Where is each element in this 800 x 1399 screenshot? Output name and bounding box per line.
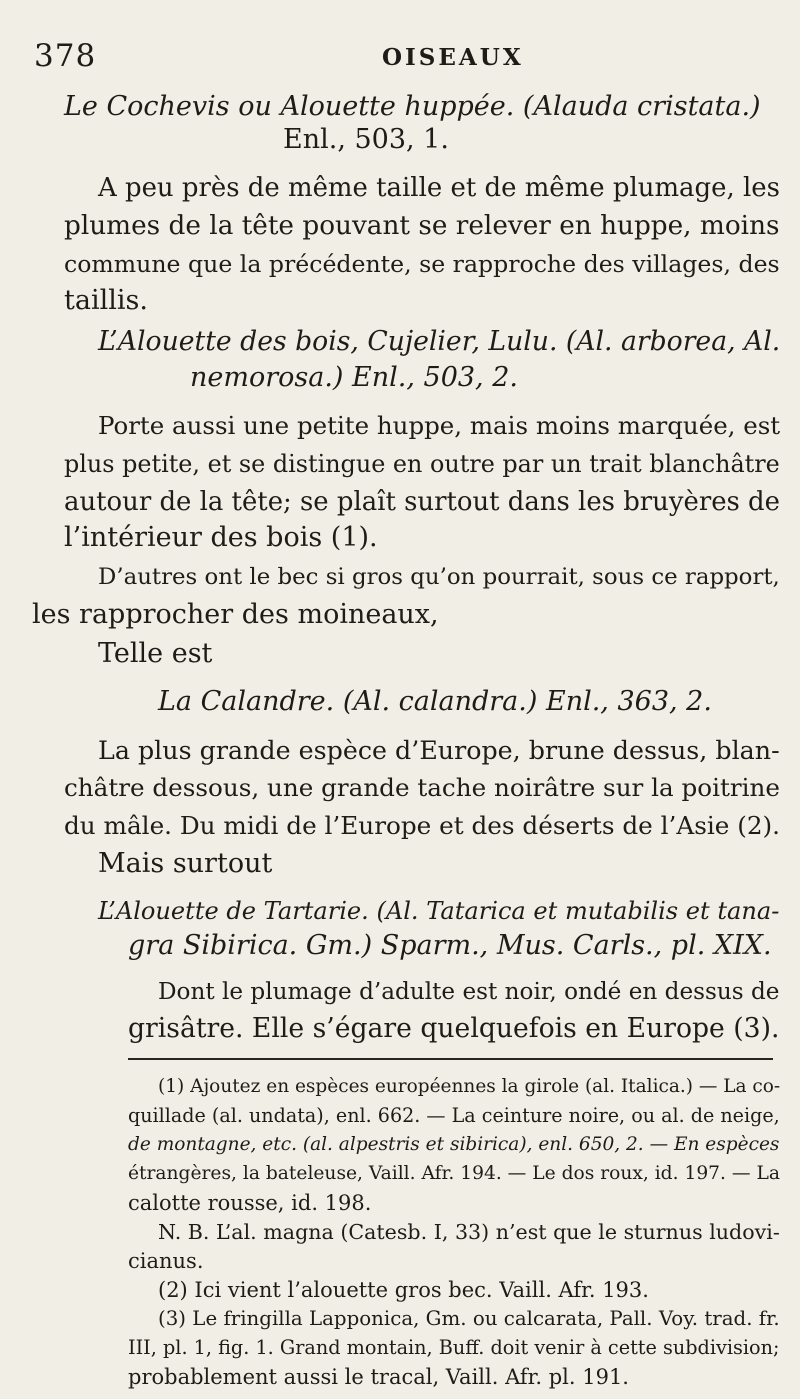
plate-reference: Enl., 503, 1. bbox=[283, 124, 449, 155]
footnote-line: (3) Le fringilla Lapponica, Gm. ou calcarata, Pall. Voy. trad. fr. bbox=[158, 1307, 780, 1330]
footnote-line: cianus. bbox=[128, 1249, 204, 1273]
footnote-line: calotte rousse, id. 198. bbox=[128, 1191, 372, 1215]
text-line: A peu près de même taille et de même plumage, les bbox=[98, 173, 780, 203]
text-line: taillis. bbox=[64, 285, 148, 316]
footnote-line: III, pl. 1, fig. 1. Grand montain, Buff. doit venir à cette subdivision; bbox=[128, 1336, 780, 1359]
text-line: D’autres ont le bec si gros qu’on pourrait, sous ce rapport, bbox=[98, 564, 780, 590]
text-line: châtre dessous, une grande tache noirâtre sur la poitrine bbox=[64, 773, 780, 802]
text-line: du mâle. Du midi de l’Europe et des déserts de l’Asie (2). bbox=[64, 811, 781, 840]
footnote-line: probablement aussi le tracal, Vaill. Afr. pl. 191. bbox=[128, 1365, 629, 1389]
footnote-line: de montagne, etc. (al. alpestris et sibirica), enl. 650, 2. — En espèces bbox=[128, 1134, 780, 1155]
entry-heading: gra Sibirica. Gm.) Sparm., Mus. Carls., pl. XIX. bbox=[128, 930, 772, 961]
entry-heading: Le Cochevis ou Alouette huppée. (Alauda cristata.) bbox=[64, 91, 761, 122]
footnote-line: (2) Ici vient l’alouette gros bec. Vaill. Afr. 193. bbox=[158, 1278, 649, 1302]
text-line: l’intérieur des bois (1). bbox=[64, 522, 378, 553]
footnote-line: (1) Ajoutez en espèces européennes la girole (al. Italica.) — La co- bbox=[158, 1076, 781, 1097]
text-line: grisâtre. Elle s’égare quelquefois en Europe (3). bbox=[128, 1013, 780, 1044]
text-line: Telle est bbox=[98, 638, 213, 669]
text-line: plumes de la tête pouvant se relever en huppe, moins bbox=[64, 211, 780, 241]
page-number: 378 bbox=[34, 38, 97, 74]
entry-heading: L’Alouette de Tartarie. (Al. Tatarica et mutabilis et tana- bbox=[98, 897, 780, 925]
text-line: commune que la précédente, se rapproche des villages, des bbox=[64, 250, 780, 278]
footnote-line: N. B. L’al. magna (Catesb. I, 33) n’est que le sturnus ludovi- bbox=[158, 1220, 780, 1244]
footnote-rule bbox=[128, 1058, 773, 1060]
footnote-line: étrangères, la bateleuse, Vaill. Afr. 194. — Le dos roux, id. 197. — La bbox=[128, 1163, 780, 1184]
text-line: La plus grande espèce d’Europe, brune dessus, blan- bbox=[98, 735, 780, 765]
entry-heading: L’Alouette des bois, Cujelier, Lulu. (Al. arborea, Al. bbox=[98, 326, 781, 357]
entry-heading: nemorosa.) Enl., 503, 2. bbox=[190, 362, 518, 393]
running-title: OISEAUX bbox=[382, 44, 524, 71]
text-line: autour de la tête; se plaît surtout dans les bruyères de bbox=[64, 487, 780, 517]
text-line: plus petite, et se distingue en outre par un trait blanchâtre bbox=[64, 450, 780, 478]
footnote-line: quillade (al. undata), enl. 662. — La ceinture noire, ou al. de neige, bbox=[128, 1104, 780, 1127]
text-line: les rapprocher des moineaux, bbox=[32, 599, 439, 630]
entry-heading: La Calandre. (Al. calandra.) Enl., 363, 2. bbox=[158, 686, 712, 717]
page-header bbox=[34, 38, 766, 78]
text-line: Mais surtout bbox=[98, 848, 273, 879]
text-line: Dont le plumage d’adulte est noir, ondé en dessus de bbox=[158, 979, 780, 1005]
text-line: Porte aussi une petite huppe, mais moins marquée, est bbox=[98, 411, 781, 440]
